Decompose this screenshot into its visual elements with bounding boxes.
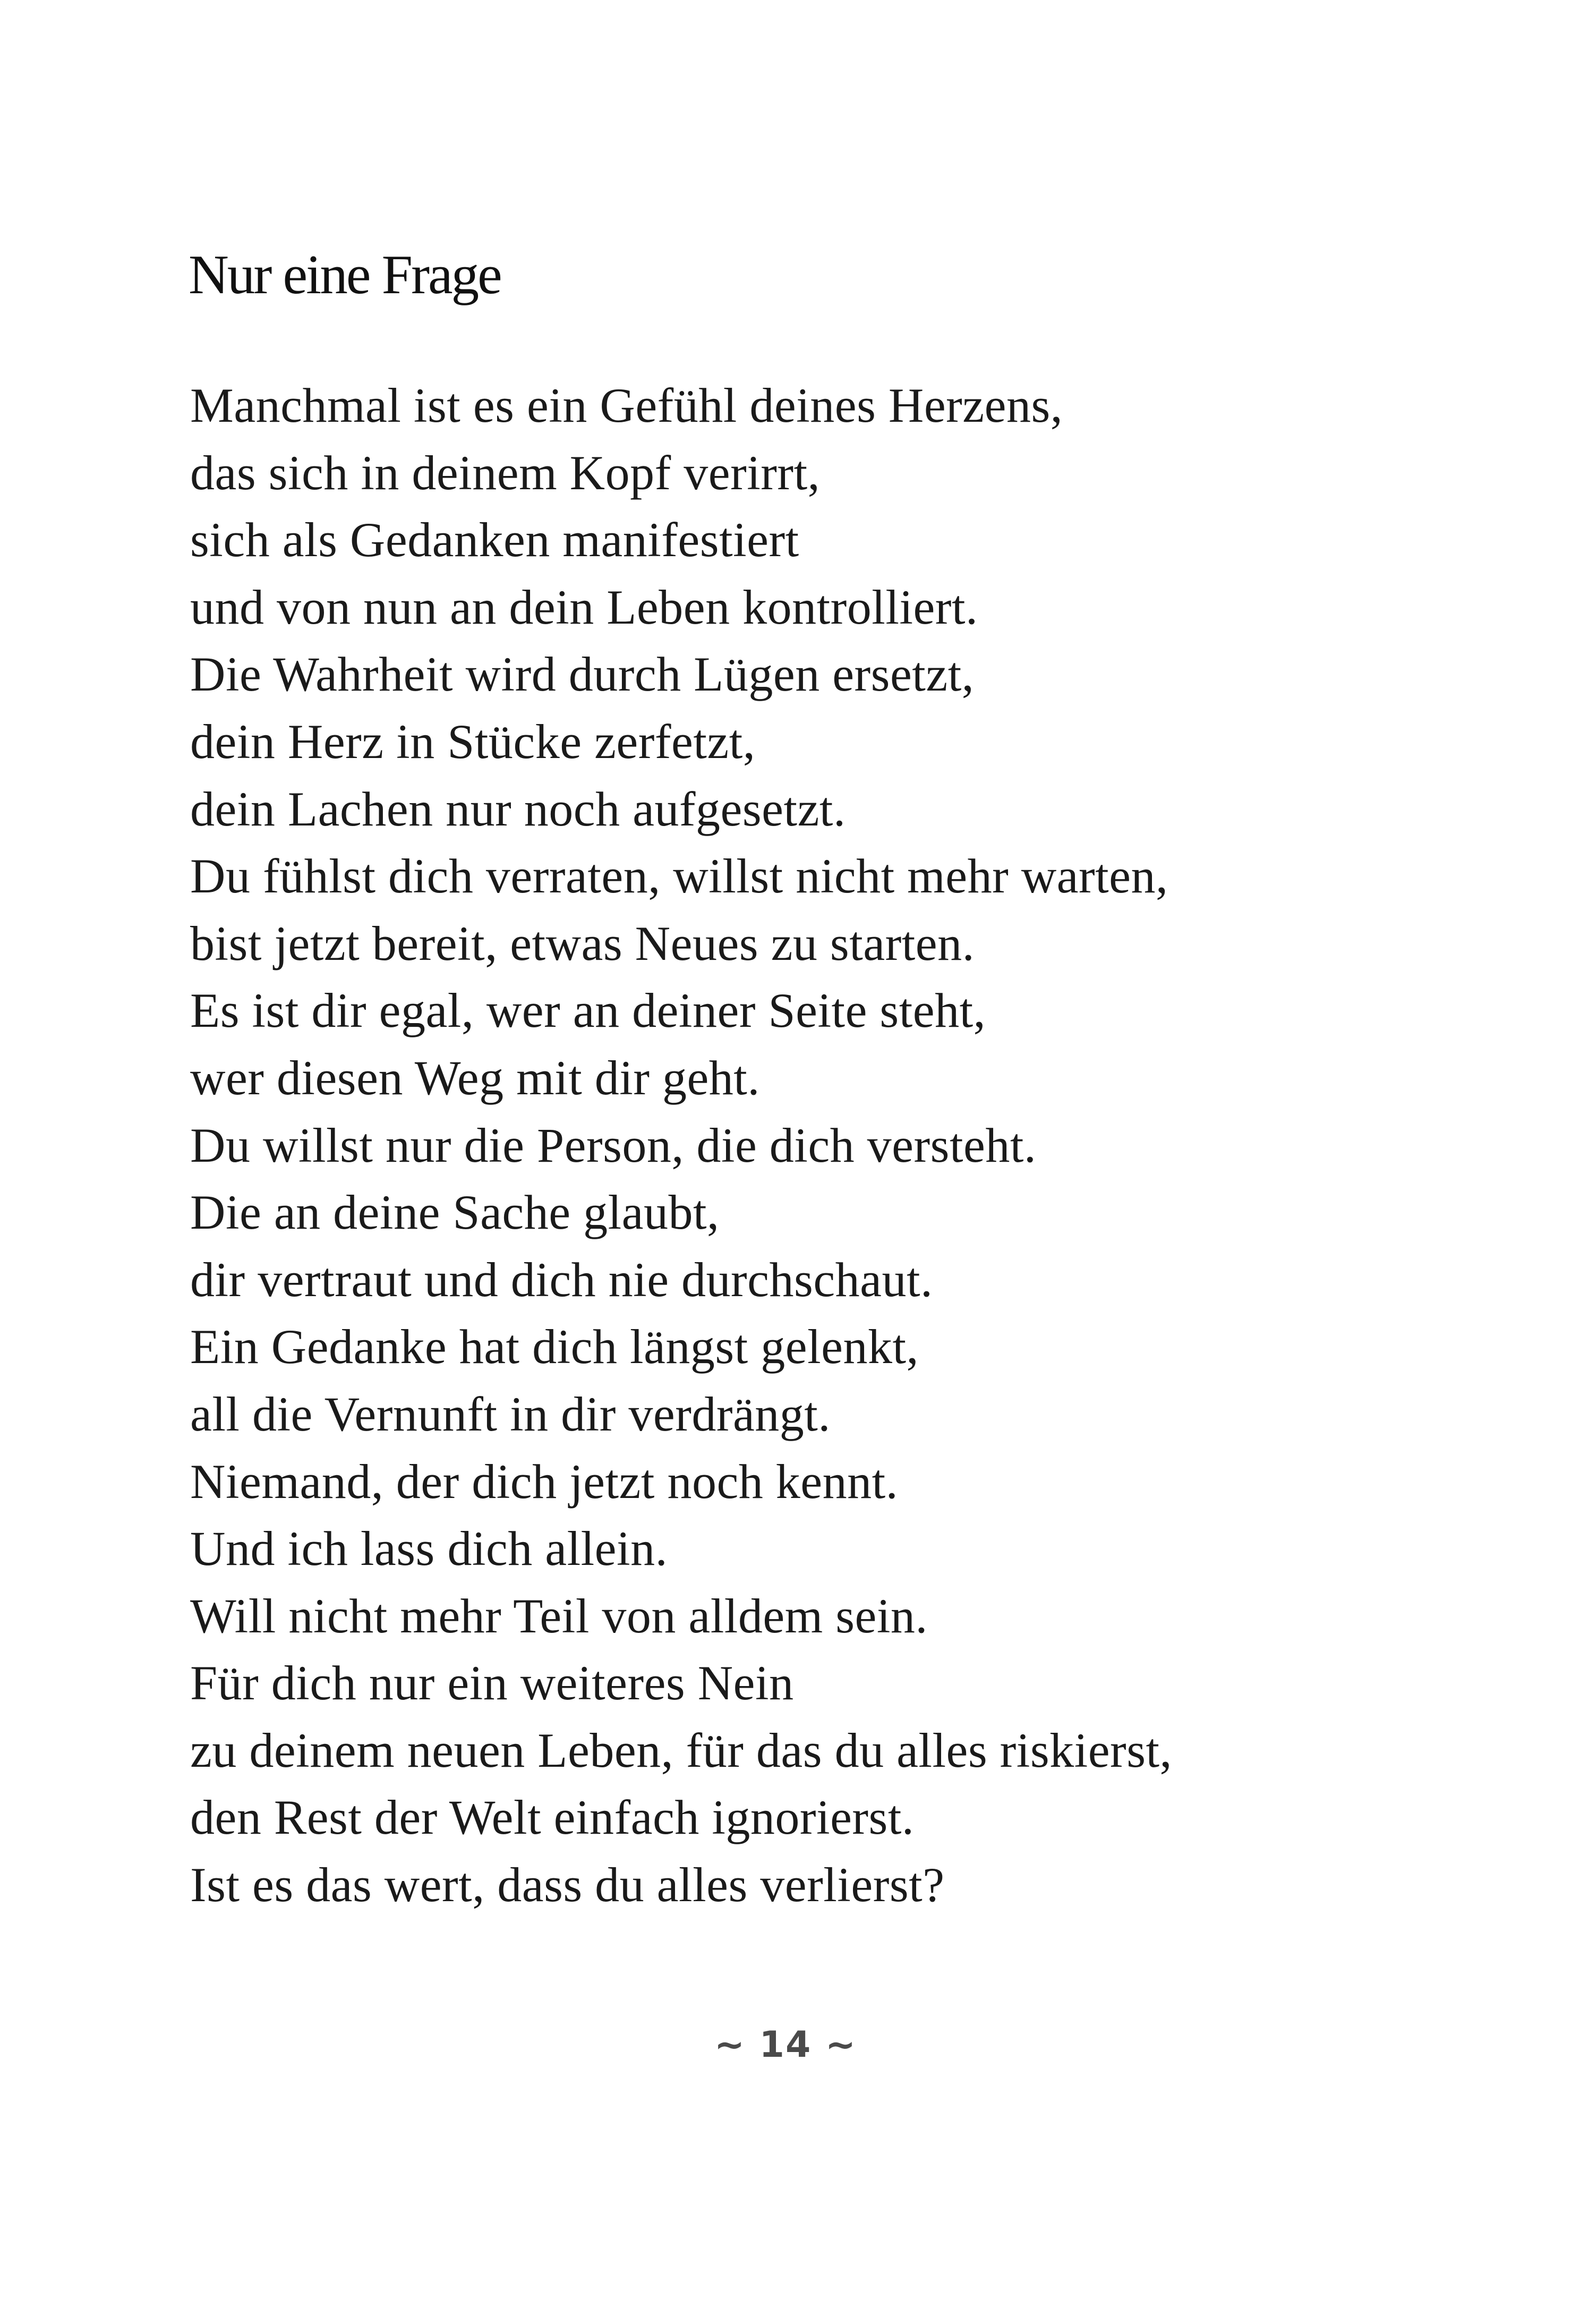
poem-line: sich als Gedanken manifestiert <box>190 513 799 567</box>
poem-line: wer diesen Weg mit dir geht. <box>190 1050 760 1105</box>
poem-line: Du willst nur die Person, die dich versteht. <box>190 1118 1037 1172</box>
poem-line: zu deinem neuen Leben, für das du alles riskierst, <box>190 1723 1173 1777</box>
poem-line: und von nun an dein Leben kontrolliert. <box>190 580 978 634</box>
page-number: ~ 14 ~ <box>714 2024 857 2066</box>
poem-line: Und ich lass dich allein. <box>190 1521 668 1576</box>
poem-line: dein Lachen nur noch aufgesetzt. <box>190 781 846 836</box>
poem-line: Die Wahrheit wird durch Lügen ersetzt, <box>190 647 975 702</box>
poem-line: Du fühlst dich verraten, willst nicht mehr warten, <box>190 849 1168 904</box>
poem-line: dir vertraut und dich nie durchschaut. <box>190 1252 933 1307</box>
poem-line: Niemand, der dich jetzt noch kennt. <box>190 1454 899 1509</box>
poem-title: Nur eine Frage <box>189 243 501 305</box>
poem-line: Die an deine Sache glaubt, <box>190 1185 720 1240</box>
poem-line: Will nicht mehr Teil von alldem sein. <box>190 1588 928 1643</box>
poem-line: Ein Gedanke hat dich längst gelenkt, <box>190 1320 919 1374</box>
poem-line: das sich in deinem Kopf verirrt, <box>190 445 821 500</box>
poem-line: bist jetzt bereit, etwas Neues zu starten. <box>190 916 975 971</box>
poem-body <box>190 372 1412 1919</box>
poem-line: Manchmal ist es ein Gefühl deines Herzens, <box>190 378 1063 432</box>
poem-line: Für dich nur ein weiteres Nein <box>190 1656 794 1710</box>
poem-line: Ist es das wert, dass du alles verlierst? <box>190 1858 945 1912</box>
poem-line: all die Vernunft in dir verdrängt. <box>190 1386 831 1441</box>
poem-line: dein Herz in Stücke zerfetzt, <box>190 714 756 769</box>
poem-line: Es ist dir egal, wer an deiner Seite steht, <box>190 983 986 1038</box>
poem-line: den Rest der Welt einfach ignorierst. <box>190 1790 915 1845</box>
